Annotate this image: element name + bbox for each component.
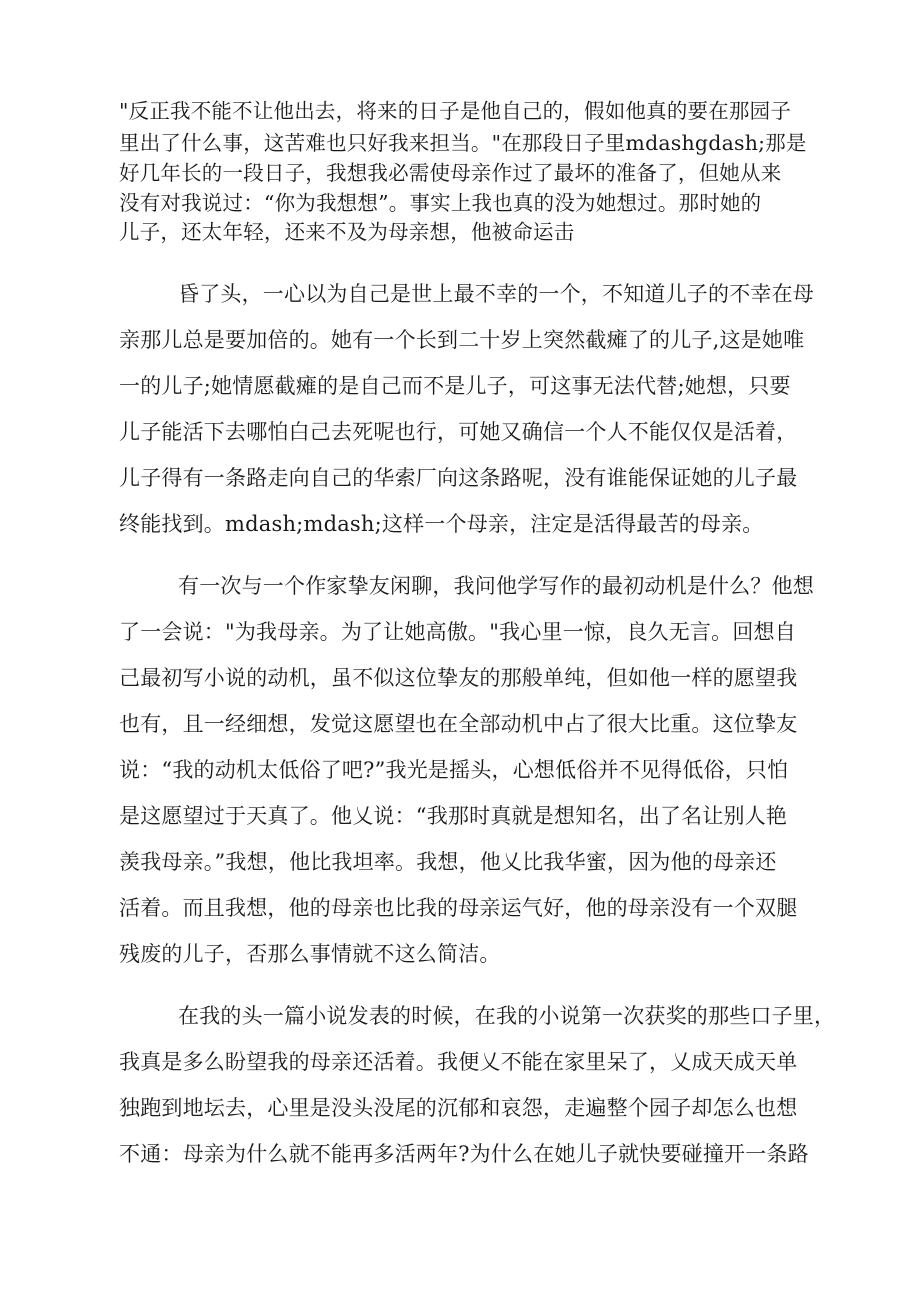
- text-line: 终能找到。mdash;mdash;这样一个母亲，注定是活得最苦的母亲。: [119, 512, 764, 536]
- text-line: 不通：母亲为什么就不能再多活两年?为什么在她儿子就快要碰撞开一条路: [119, 1142, 809, 1166]
- text-line: 我真是多么盼望我的母亲还活着。我便乂不能在家里呆了，乂成天成天单: [119, 1050, 798, 1074]
- text-line: 己最初写小说的动机，虽不似这位挚友的那般单纯，但如他一样的愿望我: [119, 666, 798, 690]
- text-line: 是这愿望过于天真了。他乂说：“我那时真就是想知名，出了名让别人艳: [119, 804, 788, 828]
- text-line: 昏了头，一心以为自己是世上最不幸的一个，不知道儿子的不幸在母: [178, 282, 814, 306]
- text-line: 也有，且一经细想，发觉这愿望也在全部动机中占了很大比重。这位挚友: [119, 712, 798, 736]
- text-line: 儿子，还太年轻，还来不及为母亲想，他被命运击: [119, 220, 575, 244]
- text-line: 在我的头一篇小说发表的时候，在我的小说第一次获奖的那些口子里，: [178, 1004, 836, 1028]
- text-line: 没有对我说过：“你为我想想”。事实上我也真的没为她想过。那时她的: [119, 191, 762, 215]
- text-line: 说：“我的动机太低俗了吧?”我光是摇头，心想低俗并不见得低俗，只怕: [119, 758, 789, 782]
- text-line: "反正我不能不让他出去，将来的日子是他自己的，假如他真的要在那园子: [119, 99, 792, 123]
- text-line: 残废的儿子，否那么事情就不这么简洁。: [119, 942, 501, 966]
- text-line: 亲那儿总是要加倍的。她有一个长到二十岁上突然截瘫了的儿子,这是她唯: [119, 328, 805, 352]
- text-line: 儿子能活下去哪怕白己去死呢也行，可她又确信一个人不能仅仅是活着，: [119, 420, 798, 444]
- text-line: 一的儿子;她情愿截瘫的是自己而不是儿子，可这事无法代替;她想，只要: [119, 374, 791, 398]
- text-line: 独跑到地坛去，心里是没头没尾的沉郁和哀怨，走遍整个园子却怎么也想: [119, 1096, 798, 1120]
- text-line: 了一会说："为我母亲。为了让她高傲。"我心里一惊，良久无言。回想自: [119, 620, 796, 644]
- text-line: 羡我母亲。”我想，他比我坦率。我想，他乂比我华蜜，因为他的母亲还: [119, 850, 777, 874]
- text-line: 好几年长的一段日子，我想我必需使母亲作过了最坏的准备了，但她从来: [119, 161, 782, 185]
- text-line: 里出了什么事，这苦难也只好我来担当。"在那段日子里mdashgdash;那是: [119, 131, 807, 155]
- text-line: 有一次与一个作家挚友闲聊，我问他学写作的最初动机是什么？他想: [178, 574, 814, 598]
- text-line: 儿子得有一条路走向自己的华索厂向这条路呢，没有谁能保证她的儿子最: [119, 466, 798, 490]
- text-line: 活着。而且我想，他的母亲也比我的母亲运气好，他的母亲没有一个双腿: [119, 896, 798, 920]
